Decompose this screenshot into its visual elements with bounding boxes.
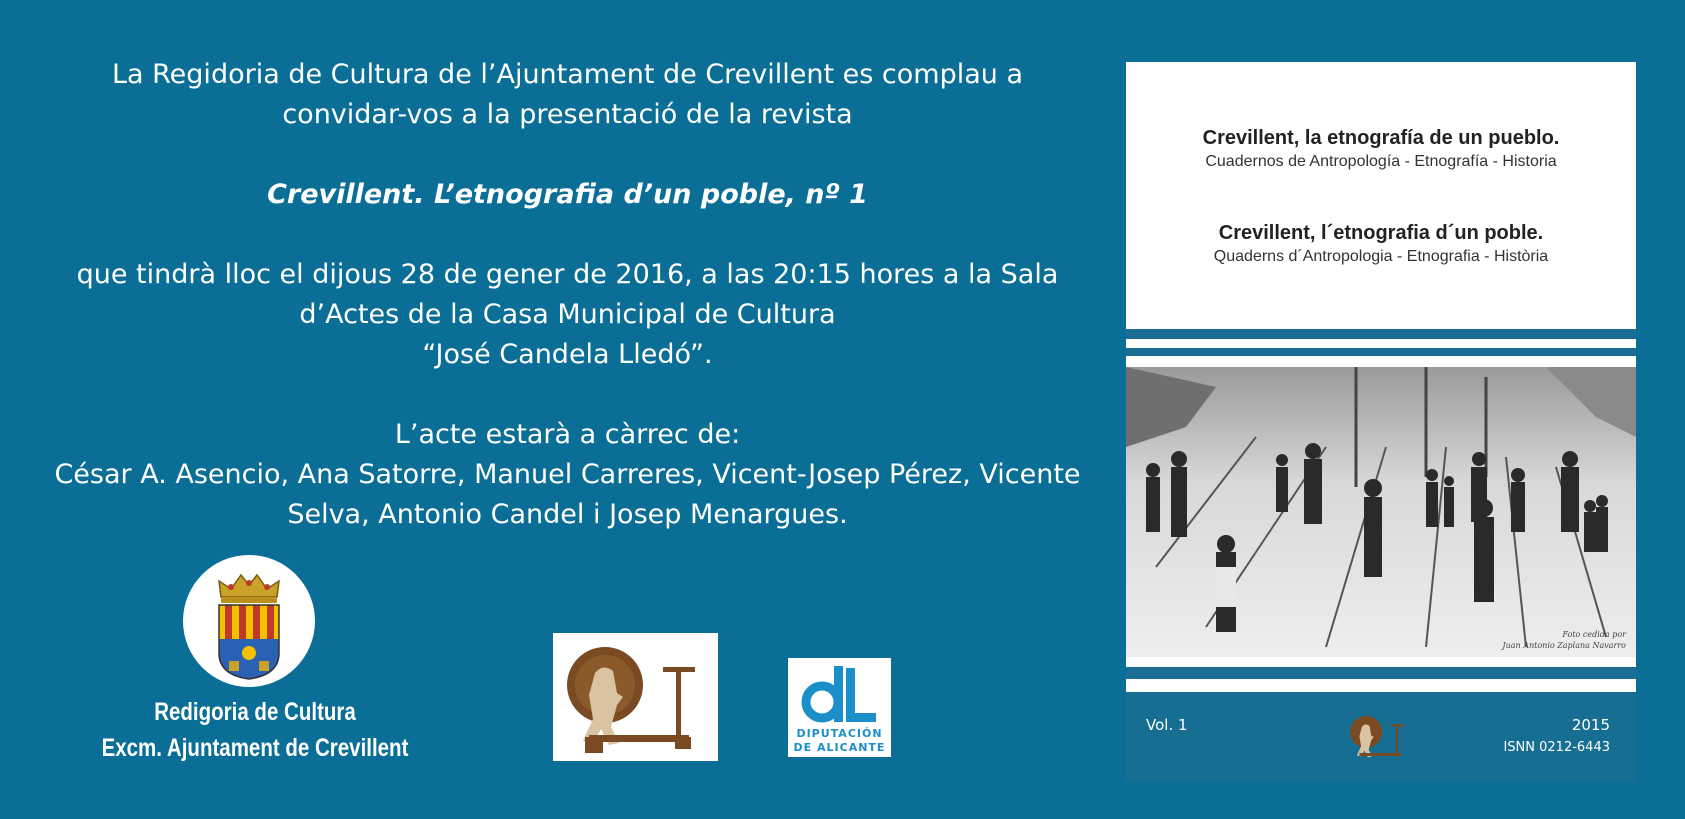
cover-band-bottom [1126,667,1636,679]
cover-subtitle-va: Quaderns d´Antropologia - Etnografia - Història [1213,248,1549,265]
spinning-wheel-icon [553,633,718,761]
magazine-title: Crevillent. L’etnografia d’un poble, nº 1 [267,179,868,210]
diputacion-line-2: DE ALICANTE [793,741,886,754]
invite-line-3: que tindrà lloc el dijous 28 de gener de 2016, a las 20:15 hores a la Sala [76,259,1059,290]
crest-caption-line-2: Excm. Ajuntament de Crevillent [101,734,409,762]
cover-band-top-1 [1126,329,1636,339]
crevillent-crest-logo [183,555,315,687]
speakers-line-2: Selva, Antonio Candel i Josep Menargues. [287,499,848,530]
cover-photo [1126,367,1636,657]
historic-photo-image [1126,367,1636,657]
cover-title-es: Crevillent, la etnografía de un pueblo. [1202,127,1560,149]
invitation-text [40,55,1095,535]
cover-issn: ISNN 0212-6443 [1503,740,1610,755]
cover-volume: Vol. 1 [1146,716,1188,734]
crest-caption-line-1: Redigoria de Cultura [154,698,356,726]
cover-year: 2015 [1571,716,1610,734]
invite-line-5: “José Candela Lledó”. [422,339,713,370]
cover-title-va: Crevillent, l´etnografia d´un poble. [1218,222,1544,244]
invite-line-2: convidar-vos a la presentació de la revista [282,99,853,130]
cover-footer [1126,692,1636,782]
diputacion-line-1: DIPUTACIÓN [796,727,883,740]
magazine-cover [1126,62,1636,782]
cover-subtitle-es: Cuadernos de Antropología - Etnografía - Historia [1205,153,1557,170]
coat-of-arms-icon [209,569,289,681]
invite-line-6: L’acte estarà a càrrec de: [394,419,741,450]
diputacion-alicante-logo [788,658,891,757]
spinning-wheel-logo [553,633,718,761]
crest-caption [95,694,415,766]
cover-band-top-2 [1126,348,1636,356]
photo-credit-1: Foto cedida por [1562,630,1626,639]
invite-line-4: d’Actes de la Casa Municipal de Cultura [299,299,836,330]
photo-credit-2: Juan Antonio Zaplana Navarro [1502,641,1626,650]
invite-line-1: La Regidoria de Cultura de l’Ajuntament de Crevillent es complau a [111,59,1024,90]
speakers-line-1: César A. Asencio, Ana Satorre, Manuel Carreres, Vicent-Josep Pérez, Vicente [54,459,1081,490]
cover-spinning-wheel-icon [1344,710,1414,764]
diputacion-al-icon [788,662,891,724]
